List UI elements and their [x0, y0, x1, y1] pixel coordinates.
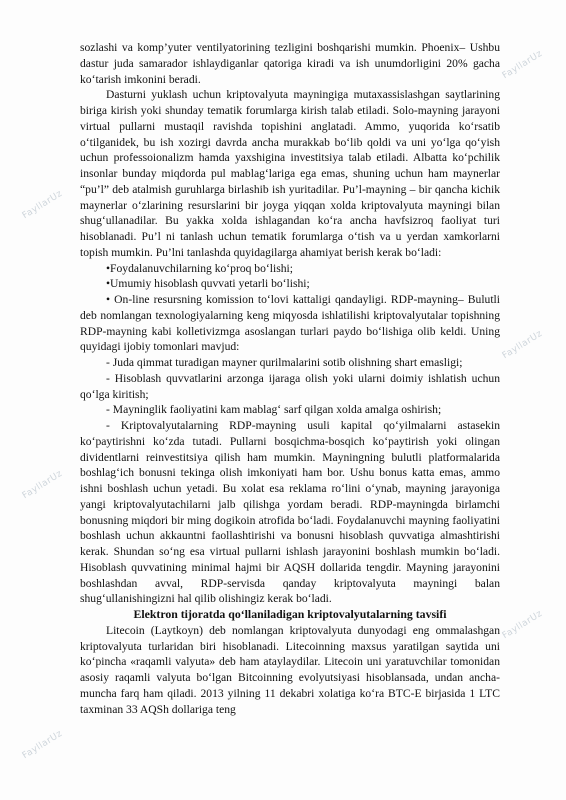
- paragraph: Litecoin (Laytkoyn) deb nomlangan kriptovalyuta dunyodagi eng ommalashgan kriptovalyuta turlaridan biri hisoblanadi. Litecoinning maxsus yaratilgan saytida uni ko‘pincha «raqamli valyuta» deb ham ataylaydilar. Litecoin uni yaratuvchilar tomonidan asosiy raqamli valyuta bo‘lgan Bitcoinning evolyutsiyasi hisoblansada, undan ancha-muncha farq ham qiladi. 2013 yilning 11 dekabri xolatiga ko‘ra BTC-E birjasida 1 LTC taxminan 33 AQSh dollariga teng: [80, 623, 500, 716]
- watermark: FayllarUz: [500, 608, 545, 642]
- dash-item: - Kriptovalyutalarning RDP-mayning usuli kapital qo‘yilmalarni astasekin ko‘paytirishni ko‘zda tutadi. Pullarni bosqichma-bosqich ko‘paytirish yoki olingan dividentlarni reinvestitsiya qilish ham mumkin. Mayningning bulutli platformalarida boshlag‘ich bonusni tekinga olish imkoniyati ham bor. Ushu bonus katta emas, ammo ishni boshlash uchun yetadi. Bu xolat esa reklama ro‘lini o‘ynab, mayning jarayoniga yangi kriptovalyutachilarni jalb qilishga yordam beradi. RDP-mayningda birlamchi bonusning miqdori bir ming dogikoin atrofida bo‘ladi. Foydalanuvchi mayning faoliyatini boshlash uchun akkauntni faollashtirishi va bonusni hisoblash quvvatiga almashtirishi kerak. Shundan so‘ng esa virtual pullarni ishlash jarayonini boshlash mumkin bo‘ladi. Hisoblash quvvatining minimal hajmi bir AQSH dollarida tengdir. Mayning jarayonini boshlashdan avval, RDP-servisda qanday kriptovalyuta mayningi balan shug‘ullanishingizni hal qilib olishingiz kerak bo‘ladi.: [80, 419, 500, 606]
- paragraph: Dasturni yuklash uchun kriptovalyuta mayningiga mutaxassislashgan saytlarining biriga kirish yoki shunday tematik forumlarga kirish talab etiladi. Solo-mayning jarayoni virtual pullarni mustaqil ravishda topishini anglatadi. Ammo, yuqorida ko‘rsatib o‘tilganidek, bu ish xozirgi davrda ancha murakkab bo‘lib qoldi va uni yo‘lga qo‘yish uchun professoionalizm hamda yaxshigina investitsiya talab etiladi. Albatta ko‘pchilik insonlar bunday miqdorda pul mablag‘lariga ega emas, shuning uchun ham maynerlar “pu’l” deb atalmish guruhlarga birlashib ish yuritadilar. Pu’l-mayning – bir qancha kichik maynerlar o‘zlarining resurslarini bir joyga yiqqan xolda kriptovalyuta mayningi bilan shug‘ullanadilar. Bu yakka xolda ishlagandan ko‘ra ancha havfsizroq faoliyat turi hisoblanadi. Pu’l ni tanlash uchun tematik forumlarga o‘tish va u yerdan xamkorlarni topish mumkin. Pu’lni tanlashda quyidagilarga ahamiyat berish kerak bo‘ladi:: [80, 88, 500, 259]
- document-body: [80, 40, 500, 717]
- bullet-item: •Umumiy hisoblash quvvati yetarli bo‘lishi;: [106, 277, 310, 291]
- watermark: FayllarUz: [20, 188, 65, 222]
- section-heading: Elektron tijoratda qo‘llaniladigan kriptovalyutalarning tavsifi: [133, 607, 447, 621]
- paragraph: sozlashi va komp’yuter ventilyatorining tezligini boshqarishi mumkin. Phoenix– Ushbu dastur juda samarador ishlaydiganlar qatoriga kiradi va ish unumdorligini 20% gacha ko‘tarish imkonini beradi.: [80, 41, 500, 86]
- bullet-item: • On-line resursning komission to‘lovi kattaligi qandayligi. RDP-mayning– Bulutli deb nomlangan texnologiyalarning keng miqyosda ishlatilishi kriptovalyutalar topishning RDP-mayning kabi kolletivizmga asoslangan turlari paydo bo‘lishiga olib keldi. Uning quyidagi ijobiy tomonlari mavjud:: [80, 293, 500, 354]
- dash-item: - Juda qimmat turadigan mayner qurilmalarini sotib olishning shart emasligi;: [106, 356, 463, 369]
- watermark: FayllarUz: [500, 328, 545, 362]
- watermark: FayllarUz: [20, 468, 65, 502]
- watermark: FayllarUz: [20, 728, 65, 762]
- watermark: FayllarUz: [500, 48, 545, 82]
- dash-item: - Hisoblash quvvatlarini arzonga ijaraga olish yoki ularni doimiy ishlatish uchun qo‘lga kiritish;: [80, 371, 500, 401]
- bullet-item: •Foydalanuvchilarning ko‘proq bo‘lishi;: [106, 261, 293, 275]
- dash-item: - Mayninglik faoliyatini kam mablag‘ sarf qilgan xolda amalga oshirish;: [106, 403, 442, 417]
